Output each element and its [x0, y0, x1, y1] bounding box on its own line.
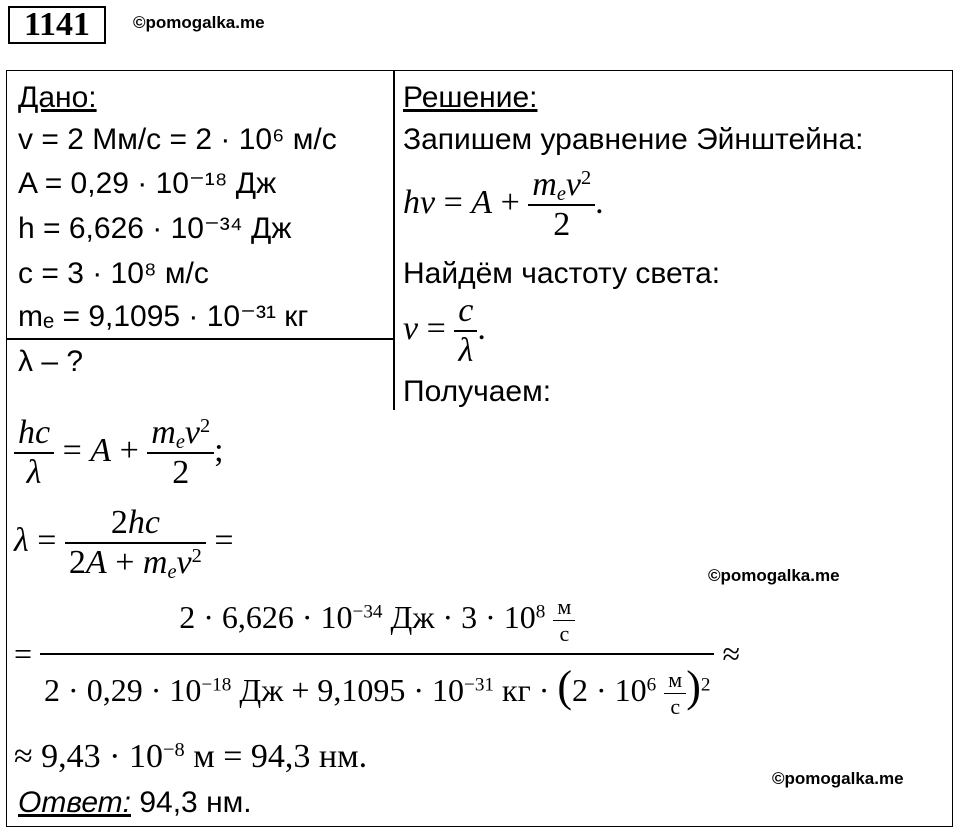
given-line-velocity: v = 2 Мм/с = 2 · 10⁶ м/с	[18, 123, 337, 156]
answer-value: 94,3 нм.	[139, 786, 252, 819]
solution-step-result: Получаем:	[403, 375, 552, 408]
given-line-work-function: A = 0,29 · 10⁻¹⁸ Дж	[18, 167, 277, 200]
divider-vertical	[393, 70, 395, 410]
equation-combined: $\frac{hc}{\lambda}$ = A + $\frac{m_ev^2}{2}$ ;	[14, 414, 224, 492]
solution-step-frequency: Найдём частоту света:	[403, 257, 721, 290]
einstein-equation: hν = A + $\frac{m_ev^2}{2}$ .	[403, 166, 604, 243]
given-line-light-speed: c = 3 · 10⁸ м/с	[18, 257, 209, 290]
answer-line	[18, 787, 252, 819]
equation-result: ≈ $9,43 \cdot 10^{-8}$ м = 94,3 нм.	[14, 738, 368, 775]
given-line-planck: h = 6,626 · 10⁻³⁴ Дж	[18, 212, 292, 245]
equation-lambda: λ = $\frac{2hc}{2A + m_ev^2}$ =	[14, 504, 234, 584]
watermark-middle: ©pomogalka.me	[708, 566, 840, 585]
given-line-electron-mass: mₑ = 9,1095 · 10⁻³¹ кг	[18, 300, 309, 333]
given-unknown: λ – ?	[18, 345, 84, 378]
solution-step-einstein: Запишем уравнение Эйнштейна:	[403, 123, 864, 156]
problem-number: 1141	[8, 6, 106, 44]
answer-label: Ответ:	[18, 786, 131, 819]
equation-numeric: = $2 \cdot 6,626 \cdot 10^{-34}$ Дж · $3 \cdot 10^8$ $\frac{м}{с}$ $2 \cdot 0,29 \cdot 10^{-18}$ Дж + $9,1095 \cdot 10^{-31}$ кг · ($2 \cdot 10^6$ $\frac{м}{с}$ )$^2$ ≈	[14, 594, 740, 720]
watermark-bottom: ©pomogalka.me	[772, 769, 904, 788]
given-heading: Дано:	[18, 81, 97, 114]
watermark-top: ©pomogalka.me	[133, 13, 265, 32]
frequency-equation: ν = $\frac{c}{\lambda}$ .	[403, 292, 486, 369]
divider-horizontal	[6, 338, 395, 340]
solution-heading: Решение:	[403, 81, 538, 114]
